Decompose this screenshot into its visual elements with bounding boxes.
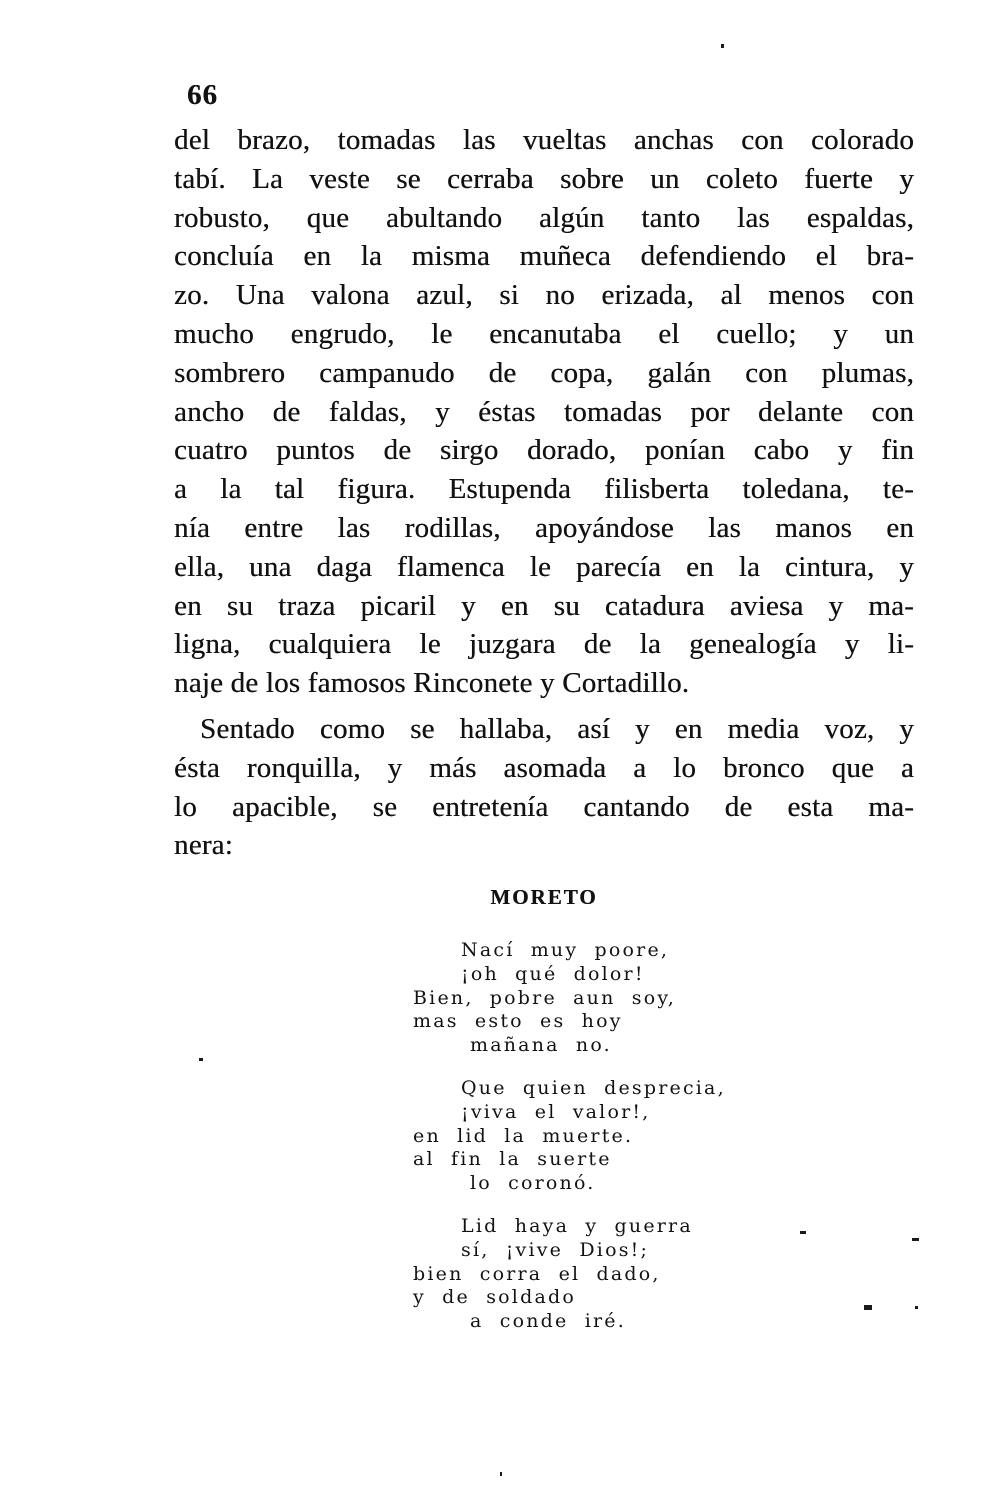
poem-stanza	[413, 1215, 726, 1334]
poem-title: MORETO	[490, 885, 598, 909]
poem-line: Que quien desprecia,	[461, 1076, 726, 1099]
text-line: nía entre las rodillas, apoyándose las manos en	[174, 511, 914, 544]
print-speck	[721, 44, 724, 48]
text-line: ésta ronquilla, y más asomada a lo bronco que a	[174, 751, 914, 784]
print-speck	[864, 1305, 872, 1310]
poem-line: y de soldado	[413, 1286, 576, 1309]
text-line: mucho engrudo, le encanutaba el cuello; y un	[174, 317, 914, 350]
poem-line: Bien, pobre aun soy,	[413, 986, 677, 1009]
poem-line: mas esto es hoy	[413, 1010, 623, 1033]
print-speck	[912, 1238, 919, 1241]
poem-line: Nací muy poore,	[461, 939, 670, 961]
text-line: ella, una daga flamenca le parecía en la cintura, y	[174, 550, 914, 583]
poem-stanza	[413, 939, 726, 1058]
poem-stanza	[413, 1077, 726, 1196]
print-speck	[915, 1306, 918, 1309]
text-line: ancho de faldas, y éstas tomadas por delante con	[174, 395, 914, 428]
poem-line: Lid haya y guerra	[461, 1214, 693, 1237]
text-line: a la tal figura. Estupenda filisberta toledana, te-	[174, 473, 914, 506]
paragraph	[174, 710, 914, 865]
poem-line: sí, ¡vive Dios!;	[461, 1238, 650, 1261]
poem	[413, 939, 726, 1334]
paragraph	[174, 121, 914, 703]
page-number: 66	[187, 79, 218, 111]
text-line: tabí. La veste se cerraba sobre un coleto fuerte y	[174, 162, 914, 195]
poem-line: mañana no.	[470, 1034, 612, 1057]
text-line: ligna, cualquiera le juzgara de la genealogía y li-	[174, 628, 914, 661]
print-speck	[800, 1231, 806, 1234]
poem-line: en lid la muerte.	[413, 1124, 634, 1147]
text-line: en su traza picaril y en su catadura aviesa y ma-	[174, 589, 914, 622]
text-line: nera:	[174, 829, 233, 862]
text-line: zo. Una valona azul, si no erizada, al menos con	[174, 279, 914, 312]
poem-line: bien corra el dado,	[413, 1262, 661, 1285]
poem-line: ¡viva el valor!,	[461, 1100, 651, 1123]
text-line: del brazo, tomadas las vueltas anchas con colorado	[174, 124, 914, 156]
poem-line: ¡oh qué dolor!	[461, 962, 645, 985]
poem-line: a conde iré.	[470, 1310, 626, 1333]
poem-line: lo coronó.	[470, 1172, 596, 1195]
text-line: cuatro puntos de sirgo dorado, ponían cabo y fin	[174, 434, 914, 467]
text-line: Sentado como se hallaba, así y en media voz, y	[200, 713, 914, 745]
print-speck	[500, 1472, 502, 1476]
text-line: naje de los famosos Rinconete y Cortadillo.	[174, 667, 690, 700]
text-line: lo apacible, se entretenía cantando de esta ma-	[174, 790, 914, 823]
text-line: robusto, que abultando algún tanto las espaldas,	[174, 201, 914, 234]
text-line: concluía en la misma muñeca defendiendo el bra-	[174, 240, 914, 273]
poem-line: al fin la suerte	[413, 1148, 612, 1171]
print-speck	[199, 1058, 203, 1061]
text-line: sombrero campanudo de copa, galán con plumas,	[174, 356, 914, 389]
